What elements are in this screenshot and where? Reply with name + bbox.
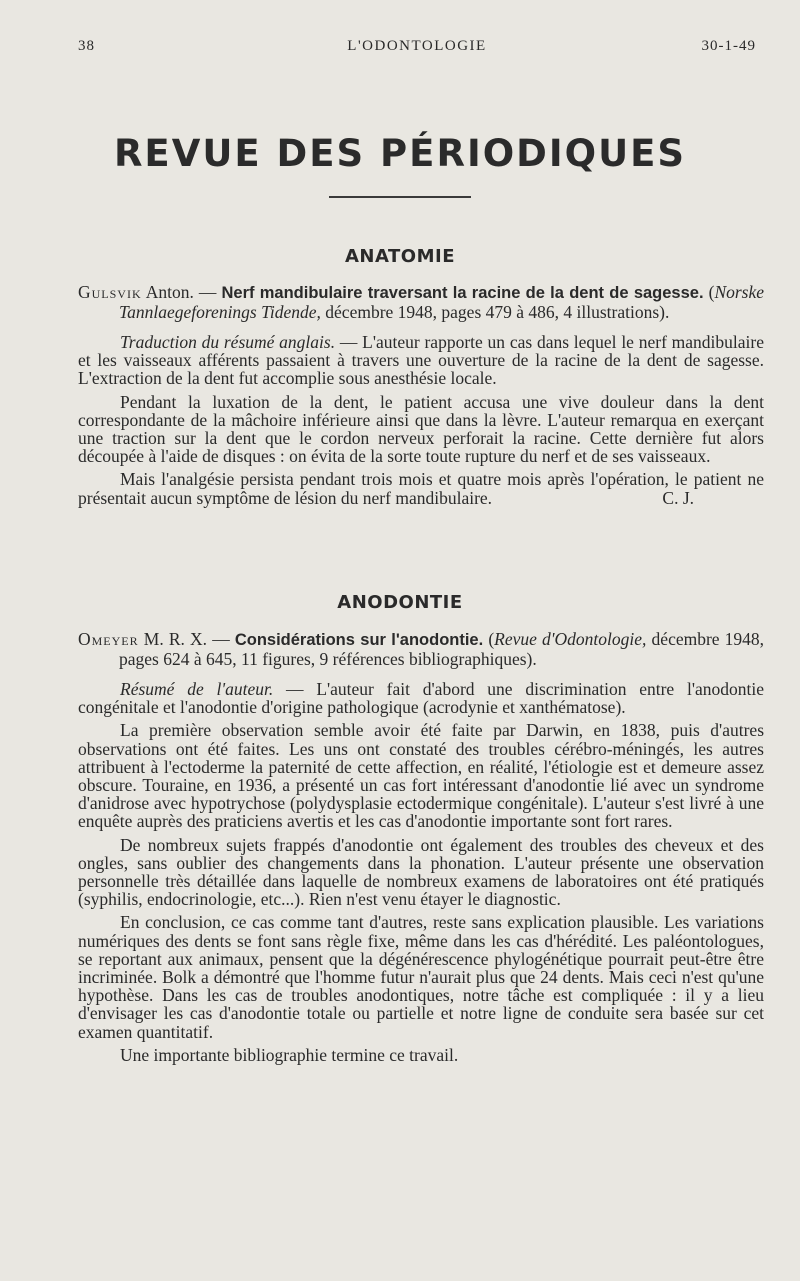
source-details: décembre 1948, pages 624 à 645, 11 figures, 9 références bibliographiques). <box>119 629 765 669</box>
issue-date: 30-1-49 <box>701 38 756 54</box>
body-paragraph: De nombreux sujets frappés d'anodontie ont également des troubles des cheveux et des ongles, sans oublier des changements dans la phonation. L'auteur présente une observation personnelle très détaillée dans laquelle de nombreux examens de laboratoires ont été pratiqués (syphilis, endocrinologie, etc...). Rien n'est venu étayer le diagnostic. <box>78 834 764 910</box>
page-title: REVUE DES PÉRIODIQUES <box>113 132 687 175</box>
body-paragraph: Une importante bibliographie termine ce travail. <box>120 1044 459 1065</box>
paragraph-lead: Traduction du résumé anglais. <box>120 332 336 352</box>
paragraph-lead: Résumé de l'auteur. <box>120 679 274 699</box>
article-title: Nerf mandibulaire traversant la racine de la dent de sagesse. <box>221 284 704 302</box>
running-header <box>78 38 756 58</box>
author-signature: C. J. <box>662 487 694 508</box>
source-open-paren: ( <box>488 629 495 649</box>
paragraph-text: — L'auteur fait d'abord une discrimination entre l'anodontie congénitale et l'anodontie d'origine pathologique (acrodynie et xanthématose). <box>78 679 765 718</box>
separator-dash: — <box>198 282 217 302</box>
author-surname: Gulsvik <box>78 282 142 302</box>
section-heading-anodontie: ANODONTIE <box>337 592 463 613</box>
section-heading-anatomie: ANATOMIE <box>344 246 455 267</box>
entry-reference <box>78 283 764 321</box>
page-number: 38 <box>78 38 95 54</box>
body-paragraph <box>78 333 764 388</box>
journal-title: L'ODONTOLOGIE <box>347 38 487 54</box>
author-surname: Omeyer <box>78 629 139 649</box>
source-open-paren: ( <box>708 282 715 302</box>
body-paragraph: En conclusion, ce cas comme tant d'autres, reste sans explication plausible. Les variations numériques des dents se font sans règle fixe, même dans les cas d'hérédité. Les paléontologues, se reportant aux animaux, pensent que la dégénérescence phylogénétique pourrait peut-être être incriminée. Bolk a démontré que l'homme futur n'aurait plus que 24 dents. Mais ceci n'est qu'une hypothèse. Dans les cas de troubles anodontiques, notre tâche est compliquée : il y a lieu d'envisager les cas d'anodontie totale ou partielle et notre ligne de conduite sera basée sur cet examen quantitatif. <box>78 912 764 1042</box>
body-paragraph <box>78 680 764 716</box>
author-given-name: M. R. X. <box>143 629 208 649</box>
body-paragraph <box>78 470 764 506</box>
source-title: Norske Tannlaegeforenings Tidende, <box>119 282 765 322</box>
paragraph-text: — L'auteur rapporte un cas dans lequel le nerf mandibulaire et les vaisseaux afférents passaient à travers une ouverture de la racine de la dent de sagesse. L'extraction de la dent fut accomplie sous anesthésie locale. <box>78 332 764 389</box>
entry-reference <box>78 630 764 668</box>
paragraph-text: Mais l'analgésie persista pendant trois mois et quatre mois après l'opération, le patient ne présentait aucun symptôme de lésion du nerf mandibulaire. <box>78 469 764 508</box>
article-title: Considérations sur l'anodontie. <box>234 631 484 649</box>
source-title: Revue d'Odontologie, <box>494 629 647 649</box>
entry-anodontie <box>78 630 764 1064</box>
source-details: décembre 1948, pages 479 à 486, 4 illustrations). <box>325 301 670 322</box>
entry-anatomie <box>78 283 764 507</box>
separator-dash: — <box>212 629 230 649</box>
body-paragraph: Pendant la luxation de la dent, le patient accusa une vive douleur dans la dent correspondante de la mâchoire inférieure ainsi que dans la lèvre. L'auteur remarqua en exerçant une traction sur la dent que le cordon nerveux perforait la racine. Cette dernière fut alors découpée à l'aide de disques : on évita de la sorte toute rupture du nerf et de ses vaisseaux. <box>78 391 764 467</box>
title-divider <box>329 196 471 198</box>
author-given-name: Anton. <box>145 282 194 302</box>
body-paragraph: La première observation semble avoir été faite par Darwin, en 1838, puis d'autres observations ont été faites. Les uns ont constaté des troubles cérébro-méningés, les autres attribuent à l'ectoderme la paternité de cette affection, en réalité, l'étiologie est et demeure assez obscure. Touraine, en 1936, a présenté un cas fort intéressant d'anodontie lié avec un syndrome d'anidrose avec hypotrychose (polydysplasie ectodermique congénitale). L'auteur s'est livré à une enquête auprès des praticiens avertis et les cas d'anodontie importante sont fort rares. <box>78 720 764 832</box>
